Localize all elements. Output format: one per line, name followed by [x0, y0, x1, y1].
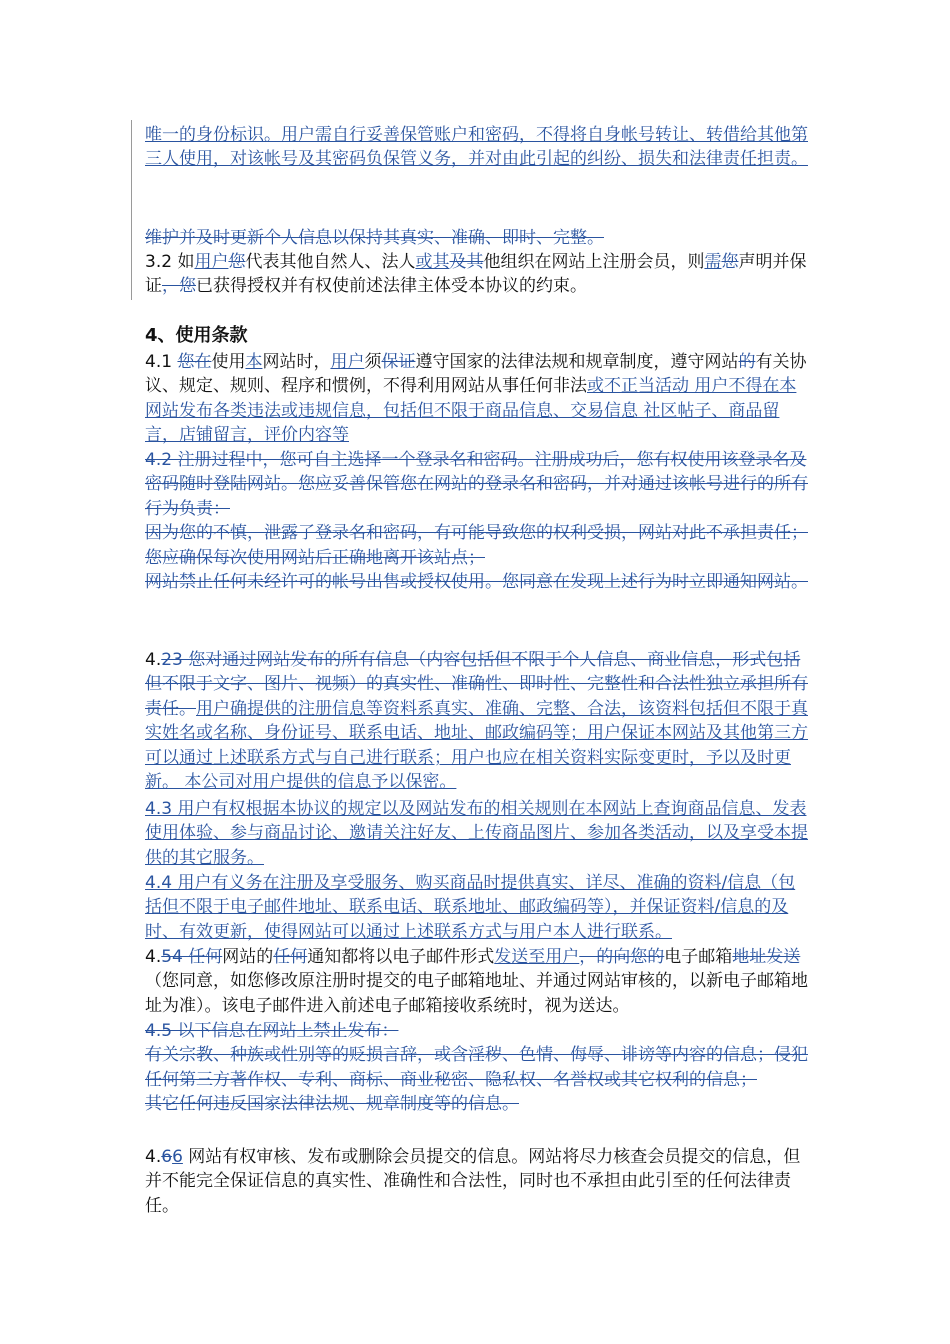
para-4-3: 4.3 用户有权根据本协议的规定以及网站发布的相关规则在本网站上查询商品信息、发表使用体验、参与商品讨论、邀请关注好友、上传商品图片、参加各类活动，以及享受本提供的其它服务。 [145, 799, 808, 868]
para-3-2: 3.2 如用户您代表其他自然人、法人或其及其他组织在网站上注册会员，则需您声明并保证，您已获得授权并有权使前述法律主体受本协议的约束。 [145, 252, 807, 297]
para-4-6: 4.66 网站有权审核、发布或删除会员提交的信息。网站将尽力核查会员提交的信息，但并不能完全保证信息的真实性、准确性和合法性，同时也不承担由此引至的任何法律责任。 [145, 1147, 801, 1216]
para-4-2-deleted: 4.2 注册过程中，您可自主选择一个登录名和密码。注册成功后，您有权使用该登录名及密码随时登陆网站。您应妥善保管您在网站的登录名和密码，并对通过该帐号进行的所有行为负责： 因为您的不慎，泄露了登录名和密码，有可能导致您的权利受损，网站对此不承担责任； 您应确保每次使用网站后正确地离开该站点； 网站禁止任何未经许可的帐号出售或授权使用。您同意在发现上述行为时立即通知网站。 [145, 450, 808, 593]
para-4-5-deleted: 4.5 以下信息在网站上禁止发布： 有关宗教、种族或性别等的贬损言辞，或含淫秽、色情、侮辱、诽谤等内容的信息；侵犯任何第三方著作权、专利、商标、商业秘密、隐私权、名誉权或其它权利的信息； 其它任何违反国家法律法规、规章制度等的信息。 [145, 1021, 808, 1115]
para-4-1: 4.1 您在使用本网站时，用户须保证遵守国家的法律法规和规章制度，遵守网站的有关协议、规定、规则、程序和惯例，不得利用网站从事任何非法或不正当活动 用户不得在本网站发布各类违法或违规信息，包括但不限于商品信息、交易信息 社区帖子、商品留言，店铺留言，评价内容等 [145, 352, 807, 446]
para-4-5: 4.54 任何网站的任何通知都将以电子邮件形式发送至用户，的向您的电子邮箱地址发送（您同意，如您修改原注册时提交的电子邮箱地址、并通过网站审核的，以新电子邮箱地址为准）。该电子邮件进入前述电子邮箱接收系统时，视为送达。 [145, 947, 808, 1016]
para-maintain: 维护并及时更新个人信息以保持其真实、准确、即时、完整。 [145, 228, 604, 248]
para-4-2: 4.23 您对通过网站发布的所有信息（内容包括但不限于个人信息、商业信息，形式包括但不限于文字、图片、视频）的真实性、准确性、即时性、完整性和合法性独立承担所有责任。用户确提供的注册信息等资料系真实、准确、完整、合法，该资料包括但不限于真实姓名或名称、身份证号、联系电话、地址、邮政编码等；用户保证本网站及其他第三方可以通过上述联系方式与自己进行联系；用户也应在相关资料实际变更时，予以及时更新。 本公司对用户提供的信息予以保密。 [145, 650, 808, 793]
para-identity: 唯一的身份标识。用户需自行妥善保管账户和密码，不得将自身帐号转让、转借给其他第三人使用，对该帐号及其密码负保管义务，并对由此引起的纠纷、损失和法律责任担责。 [145, 125, 808, 170]
revision-bar [131, 120, 132, 300]
para-4-4: 4.4 用户有义务在注册及享受服务、购买商品时提供真实、详尽、准确的资料/信息（包括但不限于电子邮件地址、联系电话、联系地址、邮政编码等），并保证资料/信息的及时、有效更新，使得网站可以通过上述联系方式与用户本人进行联系。 [145, 873, 796, 942]
section-heading: 4、使用条款 [145, 325, 248, 346]
